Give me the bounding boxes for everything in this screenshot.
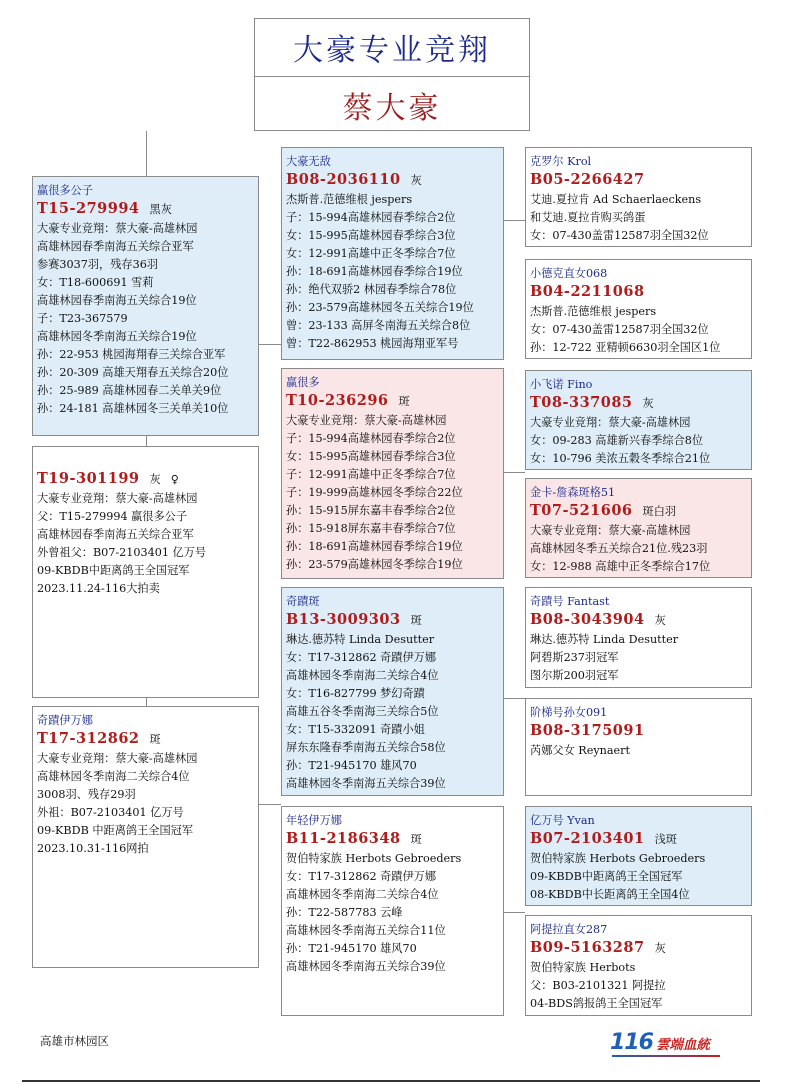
record-line: 贺伯特家族 Herbots Gebroeders <box>530 852 706 865</box>
record-line: 父：B03-2101321 阿提拉 <box>530 979 666 992</box>
record-line: 08-KBDB中长距离鸽王全国4位 <box>530 888 690 901</box>
connector-line <box>504 912 525 913</box>
record-line: 04-BDS鸽报鸽王全国冠军 <box>530 997 663 1010</box>
ring-number: T19-301199 <box>37 470 140 487</box>
record-line: 孙：22-953 桃园海翔春三关综合亚军 <box>37 348 226 361</box>
dds-card <box>525 806 752 906</box>
connector-line <box>146 698 147 706</box>
bottom-rule <box>22 1080 760 1082</box>
sire-card <box>32 176 259 436</box>
ring-number: T15-279994 <box>37 200 140 217</box>
plumage-color: 斑 <box>410 614 422 627</box>
record-line: 孙：25-989 高雄林园春二关单关9位 <box>37 384 222 397</box>
record-line: 女：15-995高雄林园春季综合3位 <box>286 450 456 463</box>
record-line: 孙：15-915屏东嘉丰春季综合2位 <box>286 504 456 517</box>
record-line: 2023.10.31-116网拍 <box>37 842 149 855</box>
record-line: 孙：18-691高雄林园春季综合19位 <box>286 540 463 553</box>
record-line: 女：10-796 美浓五穀冬季综合21位 <box>530 452 711 465</box>
sdd-card <box>525 478 752 578</box>
plumage-color: 灰 <box>654 942 666 955</box>
subject-card <box>32 446 259 698</box>
dam-dam-card <box>281 806 504 1016</box>
sire-sire-card <box>281 147 504 360</box>
pigeon-name: 亿万号 Yvan <box>530 814 595 827</box>
record-line: 女：12-988 高雄中正冬季综合17位 <box>530 560 711 573</box>
record-line: 子：15-994高雄林园春季综合2位 <box>286 211 456 224</box>
record-line: 贺伯特家族 Herbots <box>530 961 636 974</box>
record-line: 孙：绝代双骄2 林园春季综合78位 <box>286 283 457 296</box>
record-line: 杰斯普.范德维根 jespers <box>286 193 413 206</box>
logo-number: 116 <box>610 1030 653 1055</box>
record-line: 杰斯普.范德维根 jespers <box>530 305 657 318</box>
record-line: 高雄林园冬季南海二关综合4位 <box>286 669 439 682</box>
location-label: 高雄市林园区 <box>40 1034 109 1048</box>
record-line: 子：15-994高雄林园春季综合2位 <box>286 432 456 445</box>
pigeon-name: 奇蹟斑 <box>286 595 320 608</box>
sds-card <box>525 370 752 470</box>
plumage-color: 斑白羽 <box>642 505 677 518</box>
record-line: 女：T18-600691 雪莉 <box>37 276 154 289</box>
record-line: 高雄林园冬季南海五关综合39位 <box>286 777 446 790</box>
record-line: 女：T15-332091 奇蹟小姐 <box>286 723 425 736</box>
record-line: 外祖：B07-2103401 亿万号 <box>37 806 184 819</box>
plumage-color: 灰 <box>410 174 422 187</box>
record-line: 高雄林园冬季南海五关综合39位 <box>286 960 446 973</box>
record-line: 高雄林园春季南海五关综合亚军 <box>37 240 194 253</box>
record-line: 高雄林园冬季五关综合21位.残23羽 <box>530 542 708 555</box>
record-line: 孙：24-181 高雄林园冬三关单关10位 <box>37 402 229 415</box>
record-line: 高雄林园冬季南海二关综合4位 <box>37 770 190 783</box>
plumage-color: 斑 <box>149 733 161 746</box>
record-line: 孙：23-579高雄林园冬季综合19位 <box>286 558 463 571</box>
sire-dam-card <box>281 368 504 579</box>
record-line: 阿碧斯237羽冠军 <box>530 651 619 664</box>
pigeon-name: 阿提拉直女287 <box>530 923 608 936</box>
record-line: 大豪专业竞翔：蔡大豪-高雄林园 <box>37 492 198 505</box>
record-line: 孙：20-309 高雄天翔春五关综合20位 <box>37 366 229 379</box>
record-line: 子：12-991高雄中正冬季综合7位 <box>286 468 456 481</box>
record-line: 孙：T21-945170 雄风70 <box>286 759 417 772</box>
record-line: 孙：23-579高雄林园冬五关综合19位 <box>286 301 474 314</box>
record-line: 艾迪.夏拉肯 Ad Schaerlaeckens <box>530 193 702 206</box>
ring-number: B08-3175091 <box>530 722 645 739</box>
record-line: 琳达.德苏特 Linda Desutter <box>286 633 435 646</box>
ssd-card <box>525 259 752 359</box>
ddd-card <box>525 915 752 1016</box>
ring-number: B08-3043904 <box>530 611 645 628</box>
record-line: 09-KBDB 中距离鸽王全国冠军 <box>37 824 194 837</box>
female-symbol-icon: ♀ <box>170 473 179 486</box>
cloud-pedigree-logo <box>610 1030 710 1055</box>
plumage-color: 斑 <box>410 833 422 846</box>
plumage-color: 灰 <box>654 614 666 627</box>
record-line: 女：T17-312862 奇蹟伊万娜 <box>286 870 437 883</box>
record-line: 女：12-991高雄中正冬季综合7位 <box>286 247 456 260</box>
record-line: 09-KBDB中距离鸽王全国冠军 <box>37 564 190 577</box>
record-line: 贺伯特家族 Herbots Gebroeders <box>286 852 462 865</box>
record-line: 子：19-999高雄林园冬季综合22位 <box>286 486 463 499</box>
record-line: 图尔斯200羽冠军 <box>530 669 619 682</box>
record-line: 高雄林园春季南海五关综合19位 <box>37 294 197 307</box>
record-line: 孙：15-918屏东嘉丰春季综合7位 <box>286 522 456 535</box>
owner-name: 蔡大豪 <box>255 76 529 133</box>
ring-number: B04-2211068 <box>530 283 645 300</box>
record-line: 孙：18-691高雄林园春季综合19位 <box>286 265 463 278</box>
record-line: 孙：T21-945170 雄风70 <box>286 942 417 955</box>
ring-number: B09-5163287 <box>530 939 645 956</box>
ring-number: T17-312862 <box>37 730 140 747</box>
ring-number: B07-2103401 <box>530 830 645 847</box>
connector-line <box>504 698 525 699</box>
pigeon-name: 赢很多公子 <box>37 184 93 197</box>
record-line: 曾：23-133 高屏冬南海五关综合8位 <box>286 319 471 332</box>
record-line: 曾：T22-862953 桃园海翔亚军号 <box>286 337 459 350</box>
plumage-color: 灰 <box>149 473 161 486</box>
record-line: 屏东东隆春季南海五关综合58位 <box>286 741 446 754</box>
connector-line <box>146 131 147 176</box>
connector-line <box>504 220 525 221</box>
logo-underline <box>612 1055 720 1057</box>
connector-line <box>259 344 281 345</box>
pigeon-name: 阶梯号孙女091 <box>530 706 608 719</box>
record-line: 高雄林园冬季南海五关综合19位 <box>37 330 197 343</box>
record-line: 高雄林园冬季南海五关综合11位 <box>286 924 446 937</box>
pigeon-name: 赢很多 <box>286 376 320 389</box>
plumage-color: 黑灰 <box>149 203 172 216</box>
record-line: 芮娜父女 Reynaert <box>530 744 631 757</box>
dss-card <box>525 587 752 688</box>
pigeon-name: 奇蹟号 Fantast <box>530 595 610 608</box>
ring-number: T07-521606 <box>530 502 633 519</box>
header-box <box>254 18 530 131</box>
record-line: 孙：12-722 亚精顿6630羽全国区1位 <box>530 341 721 354</box>
record-line: 琳达.德苏特 Linda Desutter <box>530 633 679 646</box>
pigeon-name: 大豪无敌 <box>286 155 331 168</box>
pigeon-name: 年轻伊万娜 <box>286 814 342 827</box>
ring-number: B05-2266427 <box>530 171 645 188</box>
ring-number: B11-2186348 <box>286 830 401 847</box>
dam-sire-card <box>281 587 504 796</box>
record-line: 参赛3037羽，残存36羽 <box>37 258 159 271</box>
record-line: 高雄林园春季南海五关综合亚军 <box>37 528 194 541</box>
record-line: 大豪专业竞翔：蔡大豪-高雄林园 <box>286 414 447 427</box>
record-line: 女：T16-827799 梦幻奇蹟 <box>286 687 425 700</box>
record-line: 女：07-430盖雷12587羽全国32位 <box>530 229 709 242</box>
record-line: 孙：T22-587783 云峰 <box>286 906 403 919</box>
ring-number: T08-337085 <box>530 394 633 411</box>
ring-number: B08-2036110 <box>286 171 401 188</box>
record-line: 和艾迪.夏拉肯购买鸽蛋 <box>530 211 646 224</box>
record-line: 高雄五谷冬季南海三关综合5位 <box>286 705 439 718</box>
connector-line <box>504 472 525 473</box>
record-line: 2023.11.24-116大拍卖 <box>37 582 160 595</box>
connector-line <box>146 436 147 446</box>
record-line: 大豪专业竞翔：蔡大豪-高雄林园 <box>530 524 691 537</box>
record-line: 女：T17-312862 奇蹟伊万娜 <box>286 651 437 664</box>
record-line: 外曾祖父：B07-2103401 亿万号 <box>37 546 207 559</box>
pigeon-name: 小飞诺 Fino <box>530 378 593 391</box>
connector-line <box>259 804 281 805</box>
plumage-color: 灰 <box>642 397 654 410</box>
pigeon-name: 克罗尔 Krol <box>530 155 592 168</box>
pigeon-name: 奇蹟伊万娜 <box>37 714 93 727</box>
ring-number: B13-3009303 <box>286 611 401 628</box>
plumage-color: 斑 <box>398 395 410 408</box>
record-line: 大豪专业竞翔：蔡大豪-高雄林园 <box>37 752 198 765</box>
record-line: 子：T23-367579 <box>37 312 128 325</box>
record-line: 女：15-995高雄林园春季综合3位 <box>286 229 456 242</box>
record-line: 父：T15-279994 赢很多公子 <box>37 510 188 523</box>
record-line: 高雄林园冬季南海二关综合4位 <box>286 888 439 901</box>
ring-number: T10-236296 <box>286 392 389 409</box>
record-line: 09-KBDB中距离鸽王全国冠军 <box>530 870 683 883</box>
pigeon-name: 小德克直女068 <box>530 267 608 280</box>
record-line: 大豪专业竞翔：蔡大豪-高雄林园 <box>37 222 198 235</box>
dam-card <box>32 706 259 968</box>
record-line: 3008羽、残存29羽 <box>37 788 136 801</box>
pigeon-name: 金卡-詹森斑格51 <box>530 486 616 499</box>
record-line: 女：09-283 高雄新兴春季综合8位 <box>530 434 704 447</box>
plumage-color: 浅斑 <box>654 833 677 846</box>
sss-card <box>525 147 752 247</box>
record-line: 大豪专业竞翔：蔡大豪-高雄林园 <box>530 416 691 429</box>
loft-title: 大豪专业竞翔 <box>293 33 491 68</box>
logo-text: 雲端血統 <box>655 1036 710 1053</box>
dsd-card <box>525 698 752 796</box>
record-line: 女：07-430盖雷12587羽全国32位 <box>530 323 709 336</box>
